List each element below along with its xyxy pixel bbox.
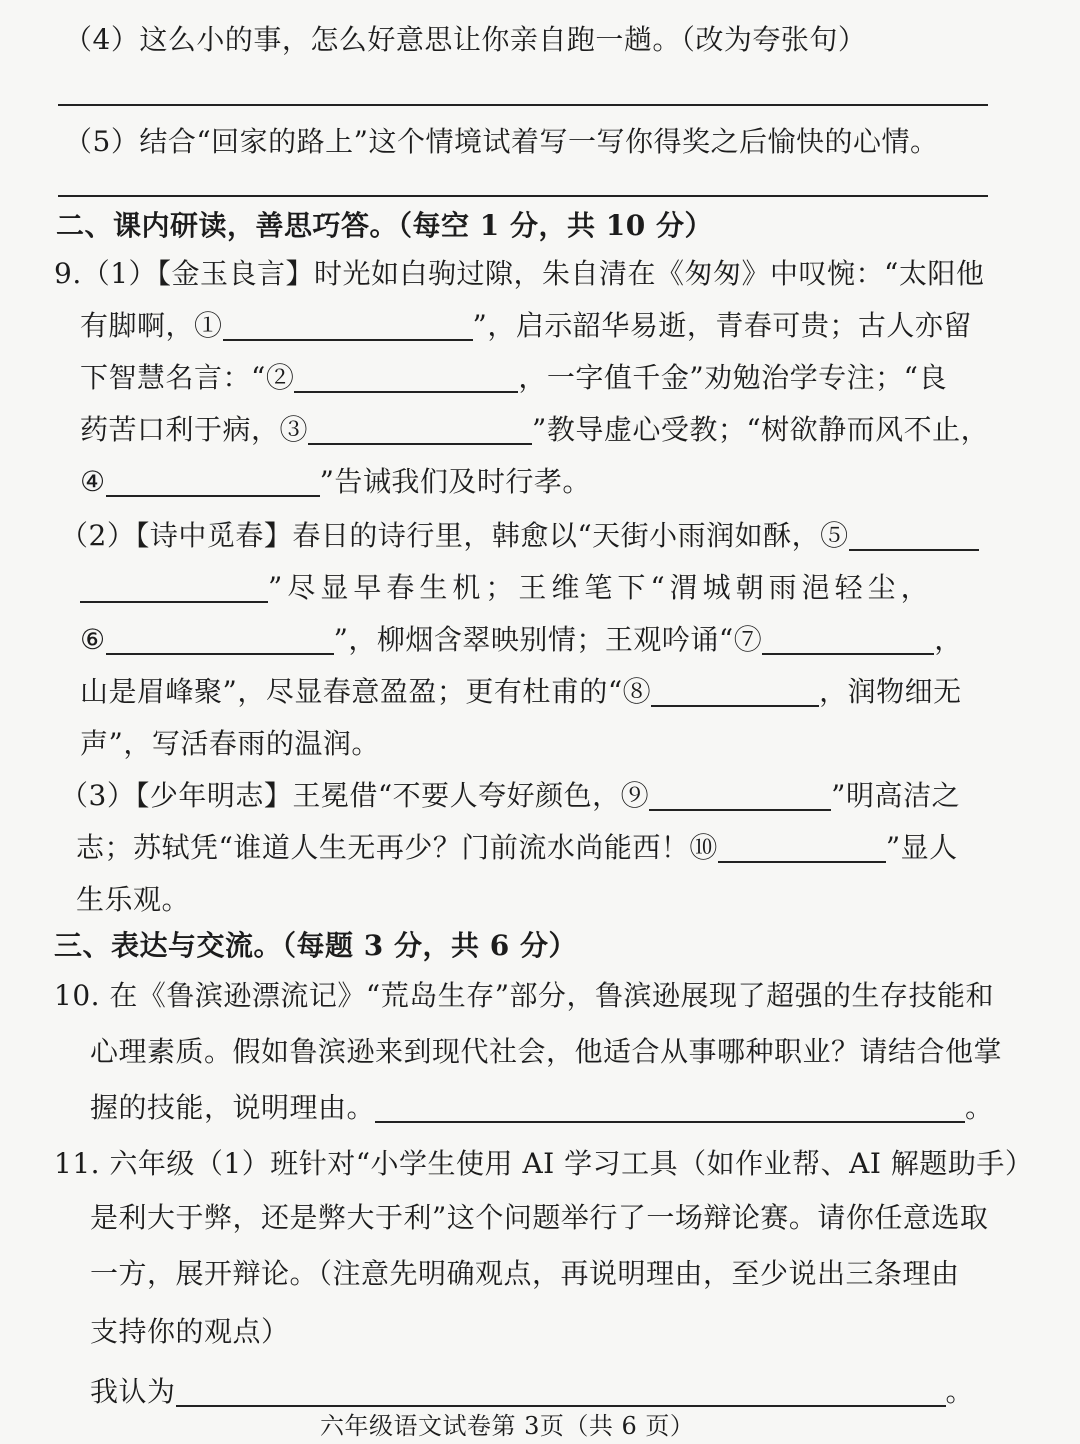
section3-heading: 三、表达与交流。（每题 3 分，共 6 分） bbox=[54, 929, 577, 962]
q9-line5 bbox=[80, 464, 591, 500]
q8-item4: （4）这么小的事，怎么好意思让你亲自跑一趟。（改为夸张句） bbox=[64, 23, 867, 56]
q9-line10: 声”，写活春雨的温润。 bbox=[80, 727, 380, 760]
q9-line11 bbox=[60, 778, 960, 814]
q9-line12-text-b: ”显人 bbox=[885, 831, 958, 864]
q9-line2 bbox=[80, 308, 972, 344]
q10-line2: 心理素质。假如鲁滨逊来到现代社会，他适合从事哪种职业？请结合他掌 bbox=[90, 1035, 1003, 1068]
answer-line-q8-5[interactable] bbox=[58, 195, 988, 197]
answer-line-q8-4[interactable] bbox=[58, 104, 988, 106]
q9-line11-text-a: （3）【少年明志】王冕借“不要人夸好颜色，⑨ bbox=[60, 779, 650, 812]
q9-line13: 生乐观。 bbox=[76, 883, 191, 916]
blank-2[interactable] bbox=[294, 363, 518, 393]
q11-line4: 支持你的观点） bbox=[90, 1315, 290, 1348]
q10-line3-end: 。 bbox=[965, 1091, 994, 1124]
q9-line12 bbox=[76, 830, 958, 866]
q9-line1: 9.（1）【金玉良言】时光如白驹过隙，朱自清在《匆匆》中叹惋：“太阳他 bbox=[54, 257, 985, 290]
blank-1[interactable] bbox=[223, 311, 473, 341]
q9-line4-text-a: 药苦口利于病，③ bbox=[80, 413, 309, 446]
blank-4[interactable] bbox=[106, 467, 320, 497]
q9-line7-text: ”尽显早春生机；王维笔下“渭城朝雨浥轻尘， bbox=[268, 571, 934, 604]
q9-line4-text-b: ”教导虚心受教；“树欲静而风不止， bbox=[532, 413, 990, 446]
q9-line9-text-b: ，润物细无 bbox=[819, 675, 962, 708]
q11-line3: 一方，展开辩论。（注意先明确观点，再说明理由，至少说出三条理由 bbox=[90, 1257, 960, 1290]
q10-line3 bbox=[90, 1090, 994, 1126]
blank-6[interactable] bbox=[106, 625, 334, 655]
blank-8[interactable] bbox=[651, 677, 819, 707]
q11-line5-text: 我认为 bbox=[90, 1375, 176, 1408]
q11-line5 bbox=[90, 1374, 974, 1410]
q11-line2: 是利大于弊，还是弊大于利”这个问题举行了一场辩论赛。请你任意选取 bbox=[90, 1201, 989, 1234]
q9-line11-text-b: ”明高洁之 bbox=[831, 779, 960, 812]
q9-line5-text-b: ”告诫我们及时行孝。 bbox=[319, 465, 591, 498]
blank-5a[interactable] bbox=[849, 521, 979, 551]
q9-line2-text-b: ”，启示韶华易逝，青春可贵；古人亦留 bbox=[472, 309, 972, 342]
q9-line4 bbox=[80, 412, 989, 448]
q9-line9 bbox=[80, 674, 962, 710]
q9-line3-text-a: 下智慧名言：“② bbox=[80, 361, 295, 394]
q9-line8-text-b: ”，柳烟含翠映别情；王观吟诵“⑦ bbox=[333, 623, 763, 656]
page-footer: 六年级语文试卷第 3页（共 6 页） bbox=[320, 1412, 695, 1440]
q9-line9-text-a: 山是眉峰聚”，尽显春意盈盈；更有杜甫的“⑧ bbox=[80, 675, 652, 708]
q9-line8-text-c: ， bbox=[934, 623, 963, 656]
answer-line-q11[interactable] bbox=[176, 1377, 946, 1407]
answer-line-q10[interactable] bbox=[375, 1093, 965, 1123]
q10-line3-text: 握的技能，说明理由。 bbox=[90, 1091, 376, 1124]
q9-line8 bbox=[80, 622, 963, 658]
q8-item5: （5）结合“回家的路上”这个情境试着写一写你得奖之后愉快的心情。 bbox=[64, 125, 939, 158]
blank-9[interactable] bbox=[649, 781, 831, 811]
q9-line12-text-a: 志；苏轼凭“谁道人生无再少？门前流水尚能西！⑩ bbox=[76, 831, 718, 864]
section2-heading: 二、课内研读，善思巧答。（每空 1 分，共 10 分） bbox=[56, 209, 713, 242]
blank-7[interactable] bbox=[762, 625, 934, 655]
q9-line2-text-a: 有脚啊，① bbox=[80, 309, 223, 342]
q11-line5-end: 。 bbox=[945, 1375, 975, 1408]
q9-line3-text-b: ，一字值千金”劝勉治学专注；“良 bbox=[518, 361, 947, 394]
q10-line1: 10. 在《鲁滨逊漂流记》“荒岛生存”部分，鲁滨逊展现了超强的生存技能和 bbox=[54, 979, 995, 1012]
q9-line3 bbox=[80, 360, 947, 396]
blank-5b[interactable] bbox=[80, 573, 268, 603]
q9-line6 bbox=[60, 518, 979, 554]
q9-line7 bbox=[80, 570, 934, 606]
q9-line5-text-a: ④ bbox=[80, 465, 106, 498]
blank-10[interactable] bbox=[718, 833, 886, 863]
q9-line6-text-a: （2）【诗中觅春】春日的诗行里，韩愈以“天街小雨润如酥，⑤ bbox=[60, 519, 849, 552]
q9-line8-text-a: ⑥ bbox=[80, 623, 106, 656]
blank-3[interactable] bbox=[308, 415, 532, 445]
q11-line1: 11. 六年级（1）班针对“小学生使用 AI 学习工具（如作业帮、AI 解题助手） bbox=[54, 1147, 1034, 1180]
